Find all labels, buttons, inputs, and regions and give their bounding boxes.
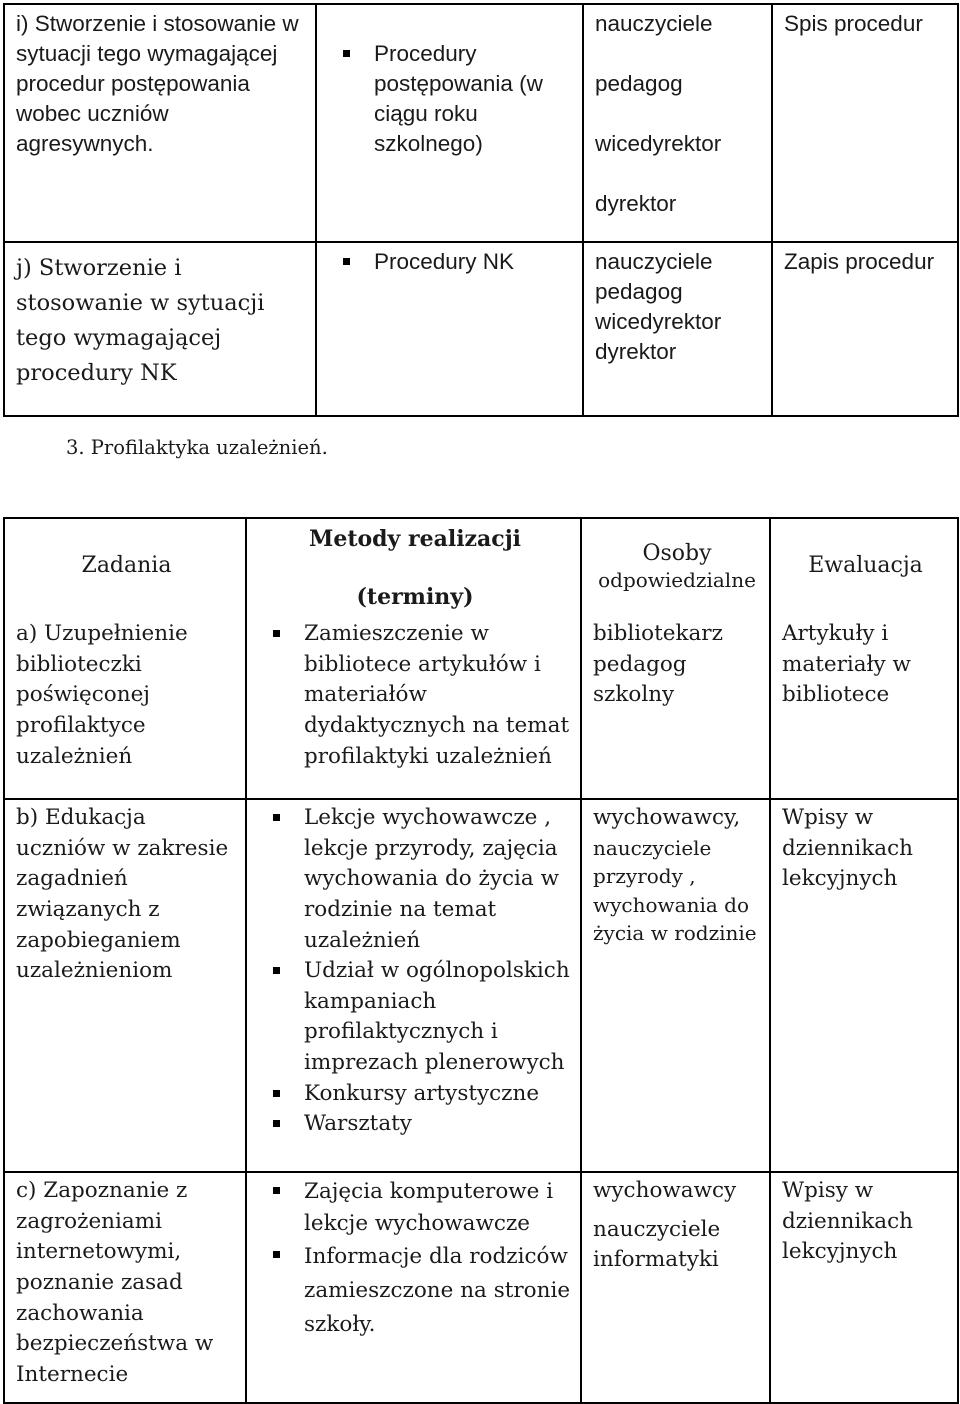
role-text: nauczyciele bbox=[595, 249, 713, 274]
person-text: wychowawcy bbox=[593, 1178, 737, 1204]
task-text: b) Edukacja uczniów w zakresie zagadnień związanych z zapobieganiem uzależnieniom bbox=[16, 805, 229, 984]
methods-cell bbox=[246, 799, 581, 1172]
role-text: dyrektor bbox=[595, 339, 677, 364]
task-cell bbox=[4, 242, 316, 416]
task-cell bbox=[4, 1172, 246, 1403]
person-text: nauczyciele informatyki bbox=[593, 1216, 721, 1273]
header-cell-evaluation bbox=[770, 518, 958, 616]
methods-cell bbox=[316, 242, 583, 416]
persons-cell bbox=[581, 799, 770, 1172]
evaluation-cell bbox=[772, 242, 958, 416]
roles-cell bbox=[583, 4, 772, 242]
list-item: Procedury NK bbox=[328, 247, 574, 277]
person-text: nauczyciele przyrody , wychowania do życia w rodzinie bbox=[593, 835, 757, 946]
evaluation-text: Wpisy w dziennikach lekcyjnych bbox=[782, 1178, 913, 1265]
list-item: Zajęcia komputerowe i lekcje wychowawcze bbox=[258, 1176, 572, 1240]
evaluation-text: Zapis procedur bbox=[784, 249, 935, 274]
role-text: wicedyrektor bbox=[595, 131, 722, 156]
table-row bbox=[4, 1172, 958, 1403]
person-text: wychowawcy, bbox=[593, 805, 741, 831]
evaluation-text: Spis procedur bbox=[784, 11, 923, 36]
role-text: wicedyrektor bbox=[595, 309, 722, 334]
header-persons-line1: Osoby bbox=[642, 541, 712, 566]
list-item: Lekcje wychowawcze , lekcje przyrody, zajęcia wychowania do życia w rodzinie na temat uzależnień bbox=[258, 803, 572, 956]
section-heading: 3. Profilaktyka uzależnień. bbox=[66, 436, 328, 459]
header-cell-tasks bbox=[4, 518, 246, 616]
methods-cell bbox=[246, 1172, 581, 1403]
evaluation-cell bbox=[772, 4, 958, 242]
evaluation-text: Artykuły i materiały w bibliotece bbox=[782, 621, 911, 708]
table-row bbox=[4, 242, 958, 416]
persons-cell bbox=[581, 616, 770, 799]
methods-cell bbox=[316, 4, 583, 242]
evaluation-cell bbox=[770, 1172, 958, 1403]
header-methods: Metody realizacji bbox=[308, 526, 522, 552]
methods-cell bbox=[246, 616, 581, 799]
list-item: Informacje dla rodziców zamieszczone na stronie szkoły. bbox=[258, 1240, 572, 1342]
person-text: bibliotekarz pedagog szkolny bbox=[593, 621, 723, 708]
evaluation-text: Wpisy w dziennikach lekcyjnych bbox=[782, 805, 913, 892]
header-terms: (terminy) bbox=[356, 583, 474, 610]
task-text: c) Zapoznanie z zagrożeniami internetowymi, poznanie zasad zachowania bezpieczeństwa w Internecie bbox=[16, 1178, 214, 1387]
list-item: Warsztaty bbox=[258, 1109, 572, 1140]
list-item: Udział w ogólnopolskich kampaniach profilaktycznych i imprezach plenerowych bbox=[258, 956, 572, 1078]
table-row bbox=[4, 4, 958, 242]
roles-cell bbox=[583, 242, 772, 416]
task-cell bbox=[4, 616, 246, 799]
list-item: Procedury postępowania (w ciągu roku szkolnego) bbox=[328, 39, 574, 159]
evaluation-cell bbox=[770, 616, 958, 799]
role-text: pedagog bbox=[595, 71, 683, 96]
header-persons-line2: odpowiedzialne bbox=[598, 568, 756, 592]
header-cell-persons bbox=[581, 518, 770, 616]
task-cell bbox=[4, 4, 316, 242]
role-text: pedagog bbox=[595, 279, 683, 304]
table-row bbox=[4, 799, 958, 1172]
header-tasks: Zadania bbox=[81, 553, 172, 578]
header-row bbox=[4, 518, 958, 616]
role-text: dyrektor bbox=[595, 191, 677, 216]
evaluation-cell bbox=[770, 799, 958, 1172]
addiction-prevention-table bbox=[3, 517, 959, 1404]
persons-cell bbox=[581, 1172, 770, 1403]
task-cell bbox=[4, 799, 246, 1172]
role-text: nauczyciele bbox=[595, 11, 713, 36]
task-text: j) Stworzenie i stosowanie w sytuacji tego wymagającej procedury NK bbox=[16, 255, 265, 386]
list-item: Konkursy artystyczne bbox=[258, 1079, 572, 1110]
task-text: a) Uzupełnienie biblioteczki poświęconej profilaktyce uzależnień bbox=[16, 621, 188, 769]
header-evaluation: Ewaluacja bbox=[808, 553, 923, 578]
table-row bbox=[4, 616, 958, 799]
procedures-table bbox=[3, 3, 959, 417]
task-text: i) Stworzenie i stosowanie w sytuacji tego wymagającej procedur postępowania wobec uczniów agresywnych. bbox=[16, 11, 299, 156]
list-item: Zamieszczenie w bibliotece artykułów i materiałów dydaktycznych na temat profilaktyki uzależnień bbox=[258, 619, 572, 772]
header-cell-methods bbox=[246, 518, 581, 616]
